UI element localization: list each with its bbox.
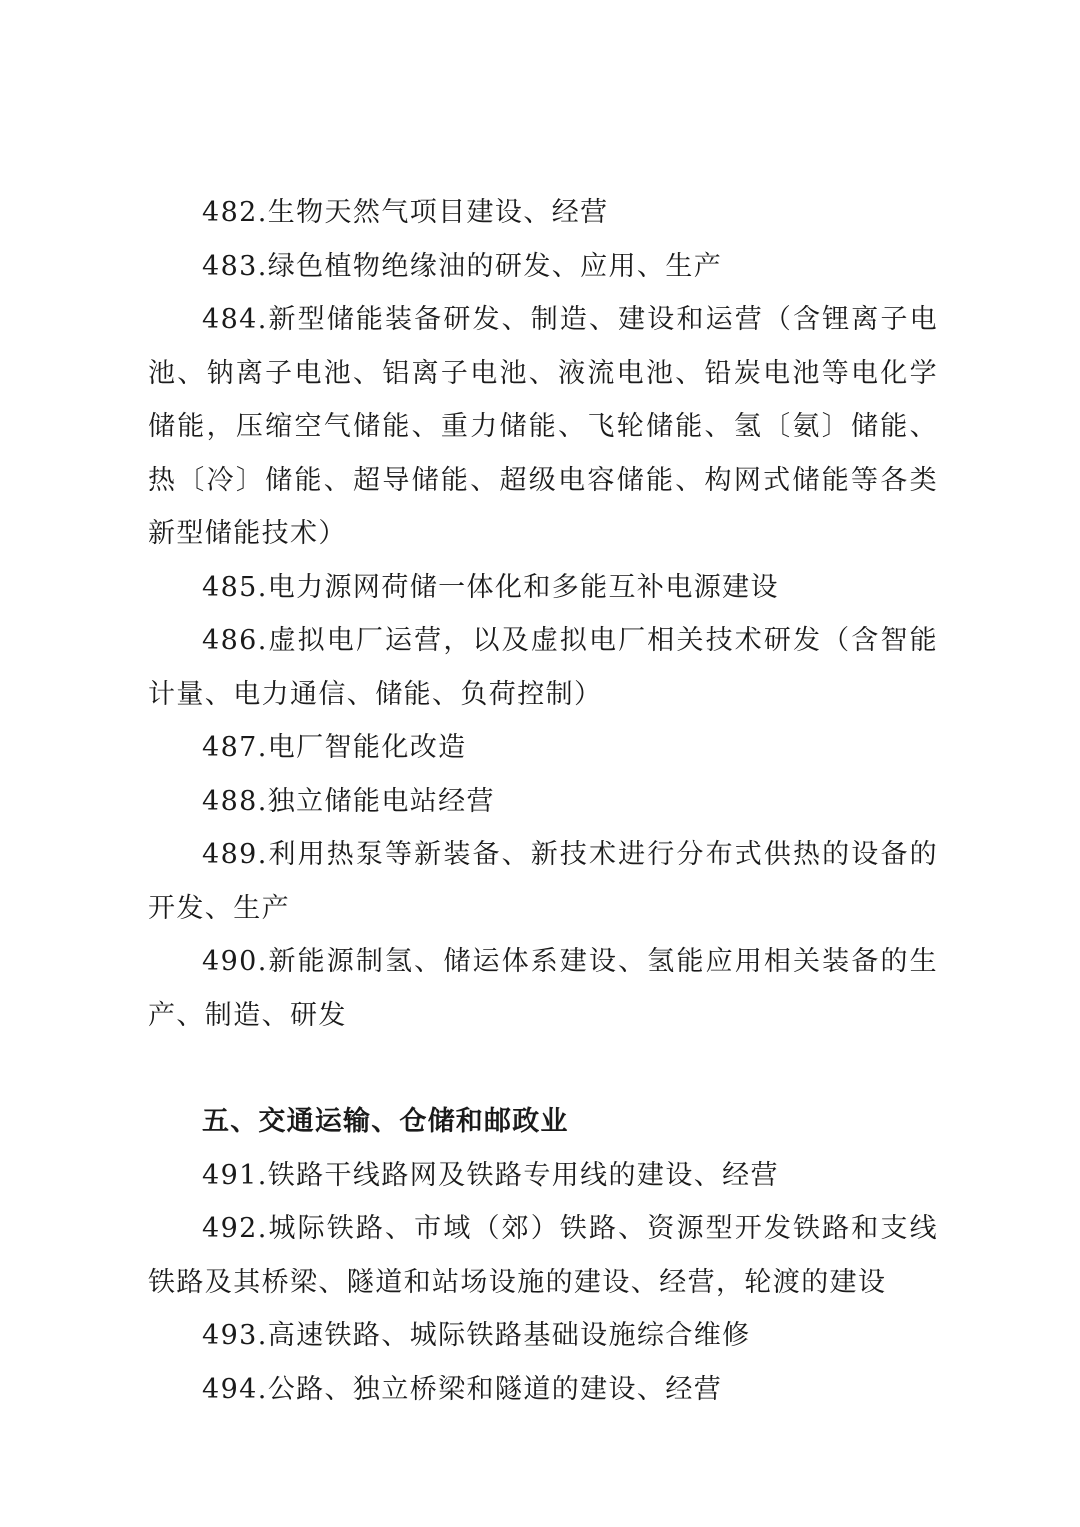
- document-page: [148, 186, 938, 1416]
- list-item: 494.公路、独立桥梁和隧道的建设、经营: [202, 1373, 723, 1405]
- list-item: 492.城际铁路、市域（郊）铁路、资源型开发铁路和支线铁路及其桥梁、隧道和站场设施的建设、经营，轮渡的建设: [148, 1213, 938, 1298]
- list-item: 484.新型储能装备研发、制造、建设和运营（含锂离子电池、钠离子电池、铝离子电池、液流电池、铅炭电池等电化学储能，压缩空气储能、重力储能、飞轮储能、氢〔氨〕储能、热〔冷〕储能、超导储能、超级电容储能、构网式储能等各类新型储能技术）: [148, 304, 938, 549]
- section-heading: 五、交通运输、仓储和邮政业: [202, 1106, 569, 1137]
- list-item: 490.新能源制氢、储运体系建设、氢能应用相关装备的生产、制造、研发: [148, 946, 938, 1031]
- list-item: 482.生物天然气项目建设、经营: [202, 197, 609, 228]
- list-item: 485.电力源网荷储一体化和多能互补电源建设: [202, 571, 779, 603]
- list-item: 487.电厂智能化改造: [202, 732, 467, 763]
- list-item: 488.独立储能电站经营: [202, 785, 495, 817]
- list-item: 491.铁路干线路网及铁路专用线的建设、经营: [202, 1159, 779, 1191]
- list-item: 483.绿色植物绝缘油的研发、应用、生产: [202, 250, 723, 282]
- list-item: 486.虚拟电厂运营，以及虚拟电厂相关技术研发（含智能计量、电力通信、储能、负荷控制）: [148, 625, 938, 710]
- list-item: 493.高速铁路、城际铁路基础设施综合维修: [202, 1320, 751, 1351]
- list-item: 489.利用热泵等新装备、新技术进行分布式供热的设备的开发、生产: [148, 839, 938, 924]
